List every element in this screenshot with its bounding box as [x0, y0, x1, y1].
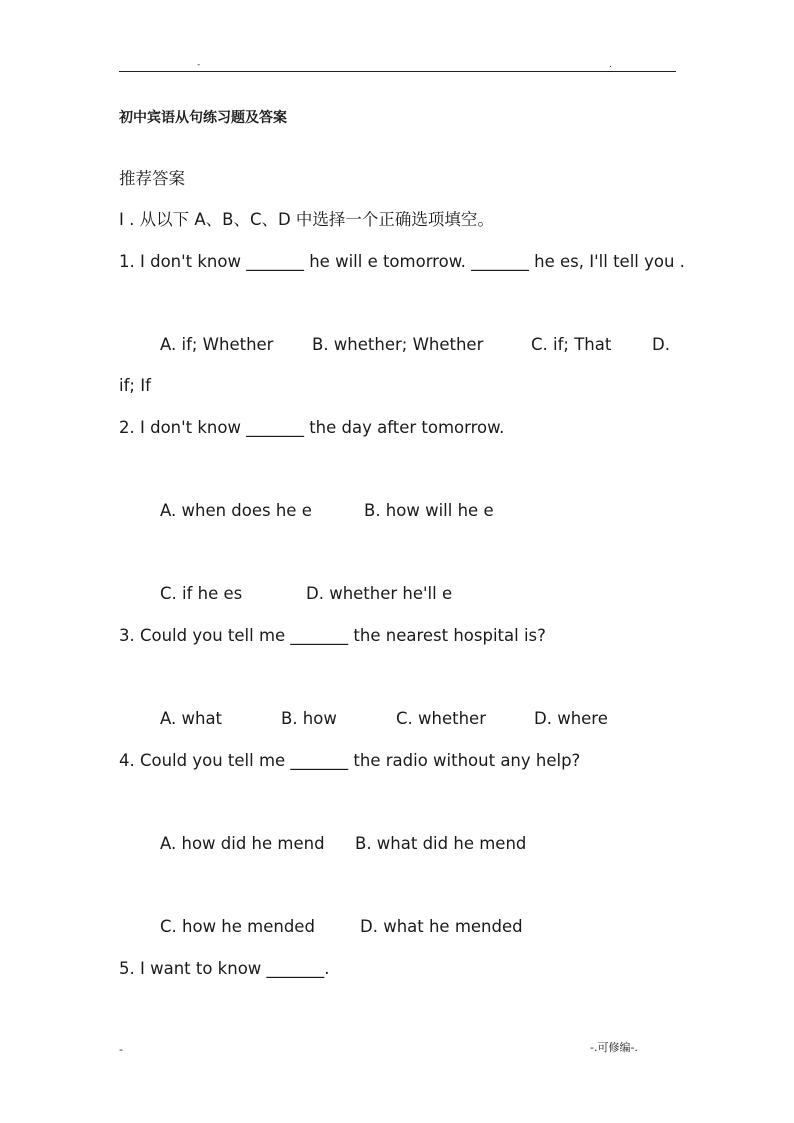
header-left-mark: -	[197, 60, 201, 70]
question-2-option-d: D. whether he'll e	[306, 584, 453, 603]
question-1-stem: 1. I don't know _______ he will e tomorrow. _______ he es, I'll tell you .	[119, 252, 685, 271]
question-2-option-b: B. how will he e	[364, 501, 494, 520]
question-4-option-c: C. how he mended	[160, 917, 315, 936]
question-3-stem: 3. Could you tell me _______ the nearest hospital is?	[119, 626, 546, 645]
header-right-mark: .	[609, 60, 612, 70]
footer-right-text: -.可修编-.	[590, 1041, 638, 1054]
question-3-option-a: A. what	[160, 709, 223, 728]
question-1-option-b: B. whether; Whether	[312, 335, 484, 354]
question-1-option-d: D.	[652, 335, 670, 354]
section-instruction: I . 从以下 A、B、C、D 中选择一个正确选项填空。	[119, 210, 494, 229]
question-3-option-b: B. how	[281, 709, 337, 728]
question-4-option-d: D. what he mended	[360, 917, 523, 936]
question-2-stem: 2. I don't know _______ the day after tomorrow.	[119, 418, 505, 437]
question-3-option-c: C. whether	[396, 709, 486, 728]
document-subtitle: 推荐答案	[119, 169, 185, 188]
question-1-option-a: A. if; Whether	[160, 335, 274, 354]
header-rule	[119, 71, 676, 72]
document-title: 初中宾语从句练习题及答案	[119, 110, 287, 126]
question-3-option-d: D. where	[534, 709, 608, 728]
question-4-option-b: B. what did he mend	[355, 834, 527, 853]
question-2-option-a: A. when does he e	[160, 501, 312, 520]
question-1-option-d-wrap: if; If	[119, 376, 151, 395]
question-5-stem: 5. I want to know _______.	[119, 959, 330, 978]
question-4-stem: 4. Could you tell me _______ the radio without any help?	[119, 751, 581, 770]
question-2-option-c: C. if he es	[160, 584, 243, 603]
question-4-option-a: A. how did he mend	[160, 834, 325, 853]
footer-left-mark: -	[119, 1043, 123, 1056]
question-1-option-c: C. if; That	[531, 335, 612, 354]
